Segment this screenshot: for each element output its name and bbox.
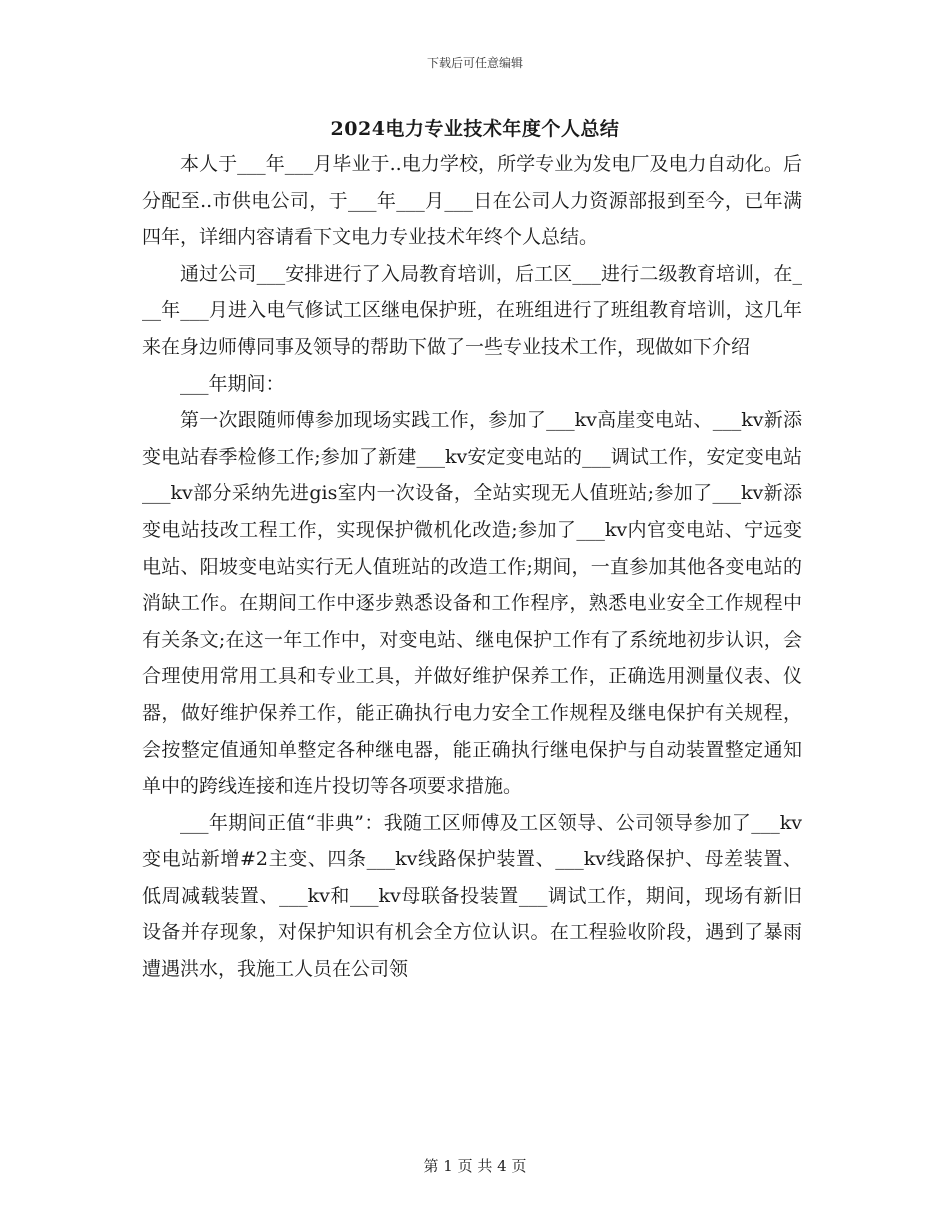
paragraph-year-heading: ___年期间： (180, 372, 285, 395)
document-title: 2024电力专业技术年度个人总结 (330, 118, 620, 140)
paragraph-sars-period: ___年期间正值“非典”：我随工区师傅及工区领导、公司领导参加了___kv变电站新增#2主变、四条___kv线路保护装置、___kv线路保护、母差装置、低周减载装置、___kv和___kv母联备投装置___调试工作，期间，现场有新旧设备并存现象，对保护知识有机会全方位认识。在工程验收阶段，遇到了暴雨遭遇洪水，我施工人员在公司领 (142, 811, 802, 981)
paragraph-intro: 本人于___年___月毕业于..电力学校，所学专业为发电厂及电力自动化。后分配至..市供电公司，于___年___月___日在公司人力资源部报到至今，已年满四年，详细内容请看下文电力专业技术年终个人总结。 (142, 153, 802, 249)
document-body (142, 146, 802, 988)
page-number: 第 1 页 共 4 页 (423, 1157, 527, 1175)
paragraph-training: 通过公司___安排进行了入局教育培训，后工区___进行二级教育培训，在___年___月进入电气修试工区继电保护班，在班组进行了班组教育培训，这几年来在身边师傅同事及领导的帮助下做了一些专业技术工作，现做如下介绍 (142, 262, 802, 358)
paragraph-first-year-work: 第一次跟随师傅参加现场实践工作，参加了___kv高崖变电站、___kv新添变电站春季检修工作;参加了新建___kv安定变电站的___调试工作，安定变电站___kv部分采纳先进gis室内一次设备，全站实现无人值班站;参加了___kv新添变电站技改工程工作，实现保护微机化改造;参加了___kv内官变电站、宁远变电站、阳坡变电站实行无人值班站的改造工作;期间，一直参加其他各变电站的消缺工作。在期间工作中逐步熟悉设备和工作程序，熟悉电业安全工作规程中有关条文;在这一年工作中，对变电站、继电保护工作有了系统地初步认识，会合理使用常用工具和专业工具，并做好维护保养工作，正确选用测量仪表、仪器，做好维护保养工作，能正确执行电力安全工作规程及继电保护有关规程，会按整定值通知单整定各种继电器，能正确执行继电保护与自动装置整定通知单中的跨线连接和连片投切等各项要求措施。 (142, 409, 802, 798)
header-note: 下载后可任意编辑 (426, 56, 523, 70)
